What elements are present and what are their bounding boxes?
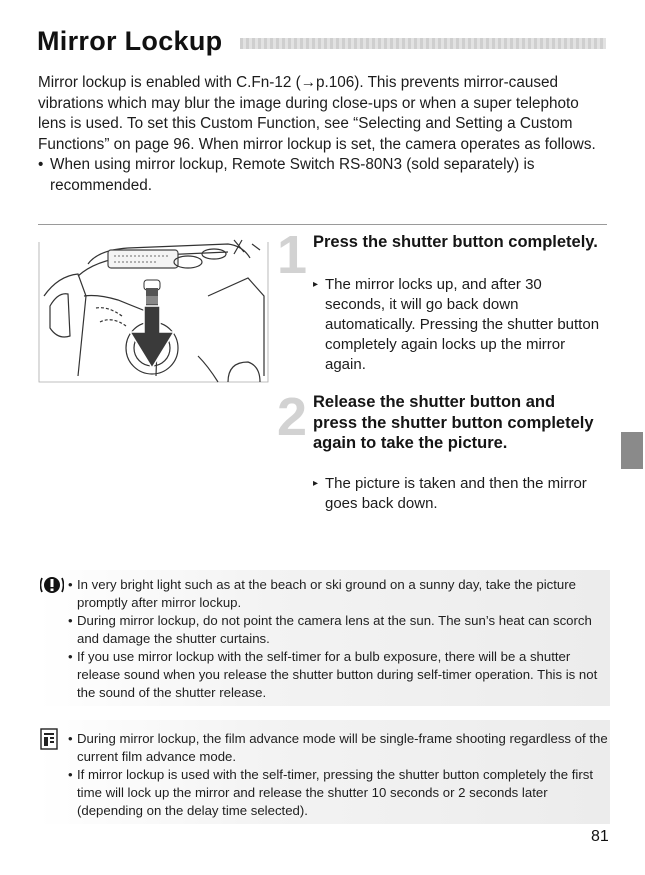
intro-paragraph: Mirror lockup is enabled with C.Fn-12 (→p.106). This prevents mirror-caused vibrations which may blur the image during close-ups or when a super telephoto lens is used. To set this Custom Function, see “Selecting and Setting a Custom Functions” on page 96. When mirror lockup is set, the camera operates as follows. <box>38 74 596 153</box>
step-arrow-icon: ▸ <box>313 279 319 290</box>
bullet-dot: • <box>38 156 44 173</box>
section-tab-marker <box>621 432 643 469</box>
intro-section <box>38 73 598 196</box>
step-1-title: Press the shutter button completely. <box>313 233 598 251</box>
memo-icon <box>40 728 58 750</box>
step-2-title: Release the shutter button and press the shutter button completely again to take the picture. <box>313 393 594 452</box>
section-divider <box>38 224 607 225</box>
camera-shutter-press-illustration <box>38 236 270 384</box>
info-note-item: • During mirror lockup, the film advance mode will be single-frame shooting regardless of the current film advance mode. <box>68 731 608 764</box>
caution-icon <box>40 576 64 594</box>
step-1-number: 1 <box>277 225 308 285</box>
intro-bullet <box>38 155 598 196</box>
caution-note-item: • In very bright light such as at the beach or ski ground on a sunny day, take the picture promptly after mirror lockup. <box>68 577 576 610</box>
step-2-description: The picture is taken and then the mirror goes back down. <box>325 475 587 512</box>
intro-bullet-text: When using mirror lockup, Remote Switch RS-80N3 (sold separately) is recommended. <box>50 156 535 194</box>
step-arrow-icon: ▸ <box>313 478 319 489</box>
info-note-item: • If mirror lockup is used with the self-timer, pressing the shutter button completely the first time will lock up the mirror and release the shutter 10 seconds or 2 seconds later (depending on the delay time selected). <box>68 767 593 818</box>
caution-note-item: • During mirror lockup, do not point the camera lens at the sun. The sun’s heat can scorch and damage the shutter curtains. <box>68 613 592 646</box>
step-1-description: The mirror locks up, and after 30 seconds, it will go back down automatically. Pressing the shutter button completely again locks up the mirror again. <box>325 276 600 373</box>
page-title: Mirror Lockup <box>37 26 223 56</box>
caution-note-list <box>68 576 608 702</box>
page-number: 81 <box>591 828 609 845</box>
step-2-text <box>313 474 603 514</box>
step-1-text <box>313 275 603 375</box>
caution-note-item: • If you use mirror lockup with the self-timer for a bulb exposure, there will be a shutter release sound when you release the shutter button during self-timer operation. This is not the sound of the shutter release. <box>68 649 598 700</box>
step-2-number: 2 <box>277 387 308 447</box>
title-decorative-bar <box>240 38 606 49</box>
info-note-list <box>68 730 608 820</box>
